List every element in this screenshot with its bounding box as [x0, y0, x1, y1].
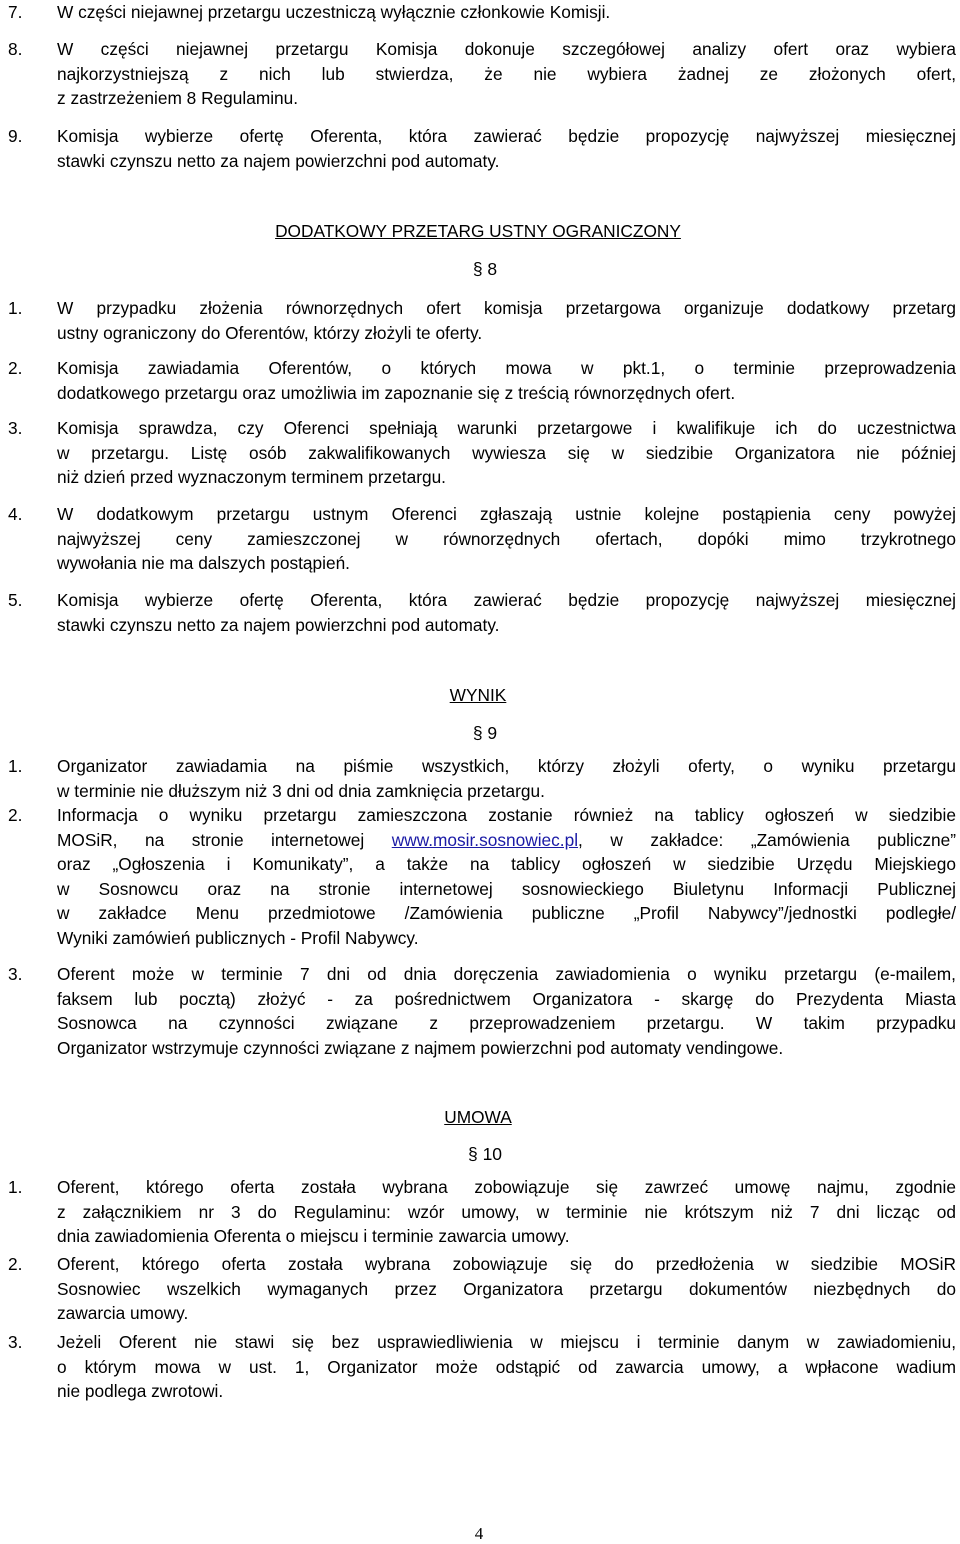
text-line: Komisja wybierze ofertę Oferenta, która zawierać będzie propozycję najwyższej miesięcznej — [57, 590, 956, 610]
item-text — [57, 124, 956, 173]
text-line: z zastrzeżeniem 8 Regulaminu. — [57, 88, 299, 108]
text-line: dnia zawiadomienia Oferenta o miejscu i terminie zawarcia umowy. — [57, 1226, 570, 1246]
page-number: 4 — [474, 1524, 484, 1543]
item-text — [57, 803, 956, 950]
paragraph-mark-10: § 10 — [467, 1144, 503, 1164]
text-line: w przetargu. Listę osób zakwalifikowanych wywiesza się w siedzibie Organizatora nie później — [57, 442, 956, 463]
text-line: stawki czynszu netto za najem powierzchni pod automaty. — [57, 614, 500, 635]
text-line: oraz „Ogłoszenia i Komunikaty”, a także na tablicy ogłoszeń w siedzibie Urzędu Miejskiego — [57, 854, 956, 874]
item-number: 1. — [8, 1177, 23, 1197]
item-number: 1. — [8, 298, 23, 318]
item-text — [57, 0, 956, 25]
item-number: 8. — [8, 39, 23, 59]
item-number: 2. — [8, 805, 23, 825]
text-line: wywołania nie ma dalszych postąpień. — [57, 553, 350, 573]
text-line: W części niejawnej przetargu Komisja dokonuje szczegółowej analizy ofert oraz wybiera — [57, 39, 956, 59]
text-line: Oferent może w terminie 7 dni od dnia doręczenia zawiadomienia o wyniku przetargu (e-mailem, — [57, 964, 956, 984]
section-heading-dodatkowy: DODATKOWY PRZETARG USTNY OGRANICZONY — [275, 221, 681, 241]
item-text — [57, 588, 956, 637]
section-heading-umowa: UMOWA — [444, 1107, 512, 1127]
paragraph-mark-8: § 8 — [472, 259, 498, 279]
text-line: Jeżeli Oferent nie stawi się bez usprawiedliwienia w miejscu i terminie danym w zawiadomieniu, — [57, 1332, 956, 1352]
text-line: Organizator zawiadamia na piśmie wszystkich, którzy złożyli oferty, o wyniku przetargu — [57, 756, 956, 776]
text-line: dodatkowego przetargu oraz umożliwia im zapoznanie się z treścią równorzędnych ofert. — [57, 382, 736, 403]
item-number: 7. — [8, 2, 23, 22]
item-text — [57, 754, 956, 803]
item-number: 4. — [8, 504, 23, 524]
item-text — [57, 1252, 956, 1326]
text-line: zawarcia umowy. — [57, 1303, 189, 1323]
text-line: W przypadku złożenia równorzędnych ofert komisja przetargowa organizuje dodatkowy przetarg — [57, 298, 956, 318]
item-text — [57, 416, 956, 490]
text-line: w zakładce Menu przedmiotowe /Zamówienia publiczne „Profil Nabywcy”/jednostki podległe/ — [57, 903, 956, 923]
text-line: najkorzystniejszą z nich lub stwierdza, że nie wybiera żadnej ze złożonych ofert, — [57, 63, 956, 84]
item-number: 9. — [8, 126, 23, 146]
text-line: Wyniki zamówień publicznych - Profil Nabywcy. — [57, 927, 419, 948]
item-text — [57, 502, 956, 576]
text-line: z załącznikiem nr 3 do Regulaminu: wzór umowy, w terminie nie krótszym niż 7 dni licząc od — [57, 1201, 956, 1222]
text-line: Sosnowca na czynności związane z przeprowadzeniem przetargu. W takim przypadku — [57, 1013, 956, 1033]
item-number: 1. — [8, 756, 23, 776]
text-line: MOSiR, na stronie internetowej www.mosir.sosnowiec.pl, w zakładce: „Zamówienia publiczne” — [57, 829, 956, 850]
section-heading-wynik: WYNIK — [449, 685, 507, 705]
paragraph-mark-9: § 9 — [472, 723, 498, 743]
text-line: Komisja zawiadamia Oferentów, o których mowa w pkt.1, o terminie przeprowadzenia — [57, 358, 956, 378]
item-text — [57, 356, 956, 405]
item-number: 2. — [8, 1254, 23, 1274]
text-line: nie podlega zwrotowi. — [57, 1381, 224, 1401]
text-line: Informacja o wyniku przetargu zamieszczona zostanie również na tablicy ogłoszeń w siedzibie — [57, 805, 956, 825]
text-line: niż dzień przed wyznaczonym terminem przetargu. — [57, 467, 446, 487]
text-line: Komisja wybierze ofertę Oferenta, która zawierać będzie propozycję najwyższej miesięcznej — [57, 126, 956, 146]
text-line: w terminie nie dłuższym niż 3 dni od dnia zamknięcia przetargu. — [57, 780, 545, 801]
text-line: najwyższej ceny zamieszczonej w równorzędnych ofertach, dopóki mimo trzykrotnego — [57, 528, 956, 549]
text-line: o którym mowa w ust. 1, Organizator może odstąpić od zawarcia umowy, a wpłacone wadium — [57, 1356, 956, 1377]
text-line: w Sosnowcu oraz na stronie internetowej sosnowieckiego Biuletynu Informacji Publicznej — [57, 878, 956, 899]
item-text — [57, 296, 956, 345]
text-line: Oferent, którego oferta została wybrana zobowiązuje się zawrzeć umowę najmu, zgodnie — [57, 1177, 956, 1197]
item-number: 3. — [8, 964, 23, 984]
item-text — [57, 1175, 956, 1249]
text-line: W części niejawnej przetargu uczestniczą wyłącznie członkowie Komisji. — [57, 2, 611, 22]
item-number: 3. — [8, 418, 23, 438]
text-line: Komisja sprawdza, czy Oferenci spełniają warunki przetargowe i kwalifikuje ich do uczestnictwa — [57, 418, 956, 438]
text-line: Oferent, którego oferta została wybrana zobowiązuje się do przedłożenia w siedzibie MOSiR — [57, 1254, 956, 1274]
item-number: 3. — [8, 1332, 23, 1352]
item-text — [57, 1330, 956, 1404]
item-text — [57, 962, 956, 1060]
text-line: Sosnowiec wszelkich wymaganych przez Organizatora przetargu dokumentów niezbędnych do — [57, 1278, 956, 1299]
website-link[interactable]: www.mosir.sosnowiec.pl — [391, 829, 579, 850]
item-number: 5. — [8, 590, 23, 610]
text-line: W dodatkowym przetargu ustnym Oferenci zgłaszają ustnie kolejne postąpienia ceny powyżej — [57, 504, 956, 524]
item-text — [57, 37, 956, 111]
text-line: Organizator wstrzymuje czynności związane z najmem powierzchni pod automaty vendingowe. — [57, 1037, 784, 1058]
text-line: stawki czynszu netto za najem powierzchni pod automaty. — [57, 150, 500, 171]
text-line: ustny ograniczony do Oferentów, którzy złożyli te oferty. — [57, 322, 483, 343]
text-line: faksem lub pocztą) złożyć - za pośrednictwem Organizatora - skargę do Prezydenta Miasta — [57, 988, 956, 1009]
item-number: 2. — [8, 358, 23, 378]
